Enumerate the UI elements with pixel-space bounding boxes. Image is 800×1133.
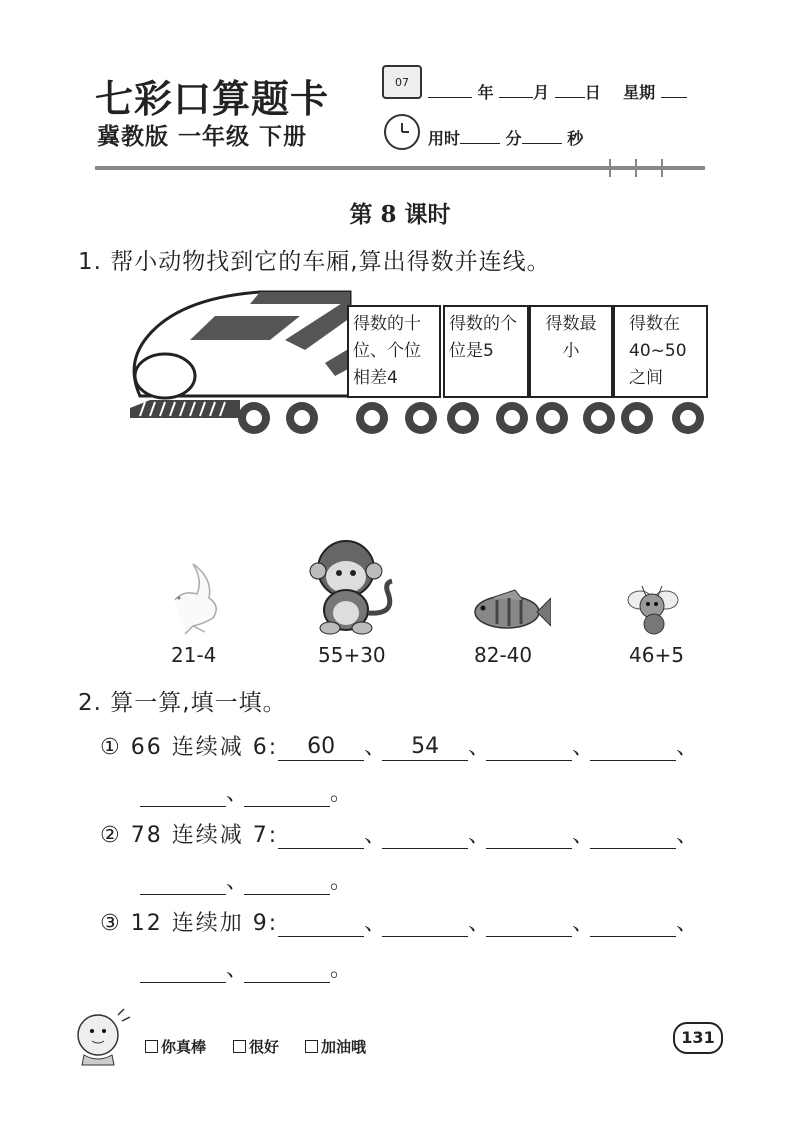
answer-blank[interactable] bbox=[590, 822, 676, 849]
wheel bbox=[405, 402, 437, 434]
time-line bbox=[428, 126, 583, 149]
time-min-label: 分 bbox=[505, 129, 522, 148]
answer-blank[interactable] bbox=[140, 780, 226, 807]
date-day-label: 日 bbox=[584, 83, 601, 102]
clock-icon bbox=[384, 114, 420, 150]
separator: 、 bbox=[468, 911, 493, 936]
train-car-3[interactable]: 得数最小 bbox=[529, 305, 613, 398]
train-car-1[interactable]: 得数的十位、个位相差4 bbox=[347, 305, 441, 398]
train-car-2[interactable]: 得数的个位是5 bbox=[443, 305, 529, 398]
separator: 、 bbox=[364, 911, 389, 936]
q2-item-2-row1 bbox=[100, 818, 701, 849]
monkey-icon[interactable] bbox=[306, 535, 396, 635]
separator: 、 bbox=[226, 957, 251, 982]
time-used-label: 用时 bbox=[428, 129, 461, 148]
separator: 、 bbox=[676, 911, 701, 936]
answer-blank[interactable] bbox=[244, 780, 330, 807]
date-week-label: 星期 bbox=[623, 83, 656, 102]
rating-label: 很好 bbox=[249, 1038, 280, 1056]
wheel bbox=[672, 402, 704, 434]
answer-blank[interactable] bbox=[278, 910, 364, 937]
mascot-icon bbox=[70, 1005, 136, 1067]
animal-expr-3: 82-40 bbox=[474, 643, 533, 667]
separator: 、 bbox=[364, 735, 389, 760]
bee-icon[interactable] bbox=[624, 582, 680, 636]
answer-blank[interactable] bbox=[140, 868, 226, 895]
q2-prompt: 2. 算一算,填一填。 bbox=[78, 690, 287, 716]
train-engine bbox=[120, 288, 360, 428]
divider-rings bbox=[600, 155, 680, 181]
q2-item-3-label: ③ 12 连续加 9: bbox=[100, 911, 279, 936]
animal-expr-4: 46+5 bbox=[629, 643, 684, 667]
wheel bbox=[238, 402, 270, 434]
date-year-label: 年 bbox=[477, 83, 494, 102]
wheel bbox=[536, 402, 568, 434]
answer-blank[interactable] bbox=[590, 734, 676, 761]
q2-item-3-row2 bbox=[140, 952, 354, 983]
checkbox-icon[interactable] bbox=[233, 1040, 246, 1053]
rating-label: 你真棒 bbox=[161, 1038, 207, 1056]
separator: 、 bbox=[226, 781, 251, 806]
answer-blank[interactable] bbox=[244, 868, 330, 895]
answer-blank[interactable] bbox=[278, 822, 364, 849]
wheel bbox=[356, 402, 388, 434]
answer-blank[interactable]: 60 bbox=[278, 734, 364, 761]
q2-item-1-row2 bbox=[140, 776, 354, 807]
separator: 、 bbox=[572, 823, 597, 848]
q2-item-2-row2 bbox=[140, 864, 354, 895]
wheel bbox=[496, 402, 528, 434]
checkbox-icon[interactable] bbox=[305, 1040, 318, 1053]
answer-blank[interactable] bbox=[382, 910, 468, 937]
separator: 、 bbox=[468, 823, 493, 848]
checkbox-icon[interactable] bbox=[145, 1040, 158, 1053]
train-car-4[interactable]: 得数在40~50之间 bbox=[613, 305, 708, 398]
date-month-label: 月 bbox=[533, 83, 550, 102]
answer-blank[interactable] bbox=[486, 910, 572, 937]
animal-expr-2: 55+30 bbox=[318, 643, 386, 667]
rating-label: 加油哦 bbox=[321, 1038, 367, 1056]
separator: 、 bbox=[468, 735, 493, 760]
answer-blank[interactable] bbox=[244, 956, 330, 983]
lesson-title: 第 8 课时 bbox=[349, 201, 451, 228]
wheel bbox=[286, 402, 318, 434]
answer-blank[interactable] bbox=[486, 734, 572, 761]
end-mark: 。 bbox=[330, 957, 355, 982]
separator: 、 bbox=[676, 735, 701, 760]
answer-blank[interactable]: 54 bbox=[382, 734, 468, 761]
date-line bbox=[428, 80, 687, 103]
logo-title: 七彩口算题卡 bbox=[95, 76, 330, 121]
end-mark: 。 bbox=[330, 781, 355, 806]
rating-option-great[interactable] bbox=[145, 1036, 206, 1057]
separator: 、 bbox=[572, 911, 597, 936]
q2-item-3-row1 bbox=[100, 906, 701, 937]
answer-blank[interactable] bbox=[382, 822, 468, 849]
bird-icon[interactable] bbox=[163, 560, 227, 636]
answer-blank[interactable] bbox=[486, 822, 572, 849]
separator: 、 bbox=[676, 823, 701, 848]
wheel bbox=[447, 402, 479, 434]
separator: 、 bbox=[572, 735, 597, 760]
rating-option-keep-going[interactable] bbox=[305, 1036, 366, 1057]
calendar-number: 07 bbox=[395, 76, 409, 89]
q2-item-1-row1 bbox=[100, 730, 701, 761]
end-mark: 。 bbox=[330, 869, 355, 894]
q1-prompt: 1. 帮小动物找到它的车厢,算出得数并连线。 bbox=[78, 249, 551, 275]
page-number: 131 bbox=[673, 1022, 723, 1054]
edition-label: 冀教版 一年级 下册 bbox=[97, 124, 308, 150]
wheel bbox=[583, 402, 615, 434]
wheel bbox=[621, 402, 653, 434]
answer-blank[interactable] bbox=[140, 956, 226, 983]
q2-item-1-label: ① 66 连续减 6: bbox=[100, 735, 279, 760]
separator: 、 bbox=[364, 823, 389, 848]
animal-expr-1: 21-4 bbox=[171, 643, 217, 667]
answer-blank[interactable] bbox=[590, 910, 676, 937]
separator: 、 bbox=[226, 869, 251, 894]
rating-option-good[interactable] bbox=[233, 1036, 279, 1057]
calendar-icon bbox=[382, 65, 422, 99]
fish-icon[interactable] bbox=[467, 588, 551, 636]
time-sec-label: 秒 bbox=[567, 129, 584, 148]
q2-item-2-label: ② 78 连续减 7: bbox=[100, 823, 279, 848]
